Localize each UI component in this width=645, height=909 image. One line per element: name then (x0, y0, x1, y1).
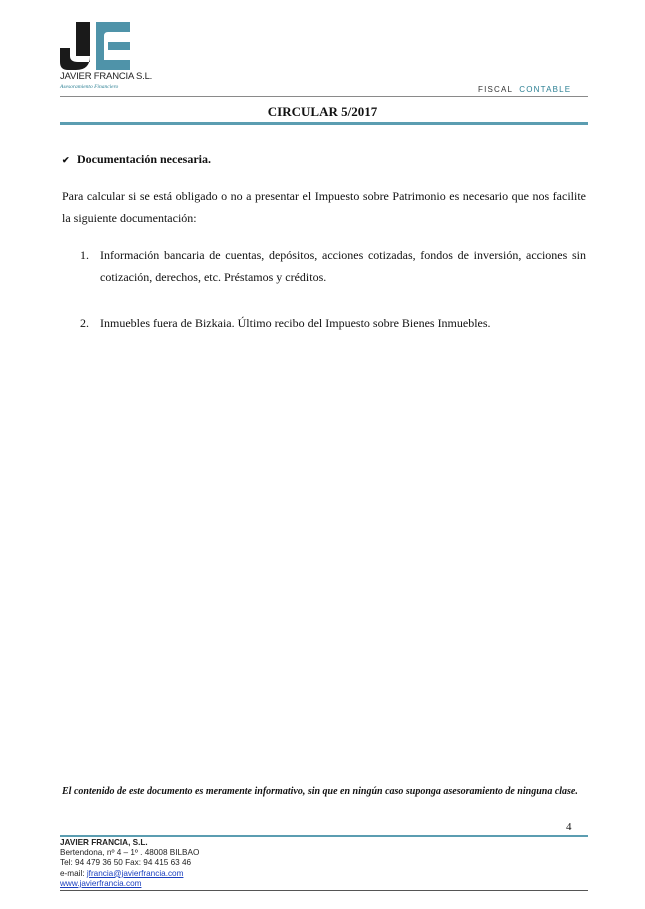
checkmark-icon: ✔ (62, 155, 70, 165)
list-item (80, 245, 586, 288)
footer-website-line (60, 879, 199, 889)
email-link[interactable]: jfrancia@javierfrancia.com (86, 868, 184, 878)
section-heading-text: Documentación necesaria. (77, 152, 211, 166)
footer-email-label: e-mail: (60, 868, 87, 878)
list-item-number: 1. (80, 248, 89, 262)
footer-address: Bertendona, nº 4 – 1º . 48008 BILBAO (60, 848, 200, 858)
service-contable: CONTABLE (519, 85, 572, 92)
list-item-number: 2. (80, 316, 89, 330)
footer-company: JAVIER FRANCIA, S.L. (60, 838, 148, 847)
footer-phones: Tel: 94 479 36 50 Fax: 94 415 63 46 (60, 858, 192, 868)
website-link[interactable]: www.javierfrancia.com (60, 878, 142, 888)
disclaimer: El contenido de este documento es meramente informativo, sin que en ningún caso suponga asesoramiento de ninguna clase. (62, 786, 578, 797)
document-title: CIRCULAR 5/2017 (267, 104, 378, 119)
company-tagline: Asesoramiento Financiero (60, 84, 119, 90)
company-name: JAVIER FRANCIA S.L. (60, 71, 153, 82)
title-divider (60, 122, 588, 125)
list-item-text: Información bancaria de cuentas, depósitos, acciones cotizadas, fondos de inversión, acciones sin cotización, derechos, etc. Préstamos y créditos. (100, 248, 586, 284)
list-item-text: Inmuebles fuera de Bizkaia. Último recibo del Impuesto sobre Bienes Inmuebles. (100, 316, 491, 330)
footer-contact (60, 838, 199, 889)
service-fiscal: FISCAL (478, 85, 514, 92)
services-label (478, 85, 571, 92)
footer-email-line (60, 869, 199, 879)
list-item (80, 313, 586, 335)
company-logo (60, 22, 130, 70)
footer-divider (60, 835, 588, 837)
footer-bottom-divider (60, 890, 588, 891)
section-heading (62, 152, 211, 167)
page-number: 4 (566, 821, 572, 833)
intro-paragraph: Para calcular si se está obligado o no a presentar el Impuesto sobre Patrimonio es necesario que nos facilite la siguiente documentación: (62, 189, 586, 225)
header-divider (60, 96, 588, 97)
